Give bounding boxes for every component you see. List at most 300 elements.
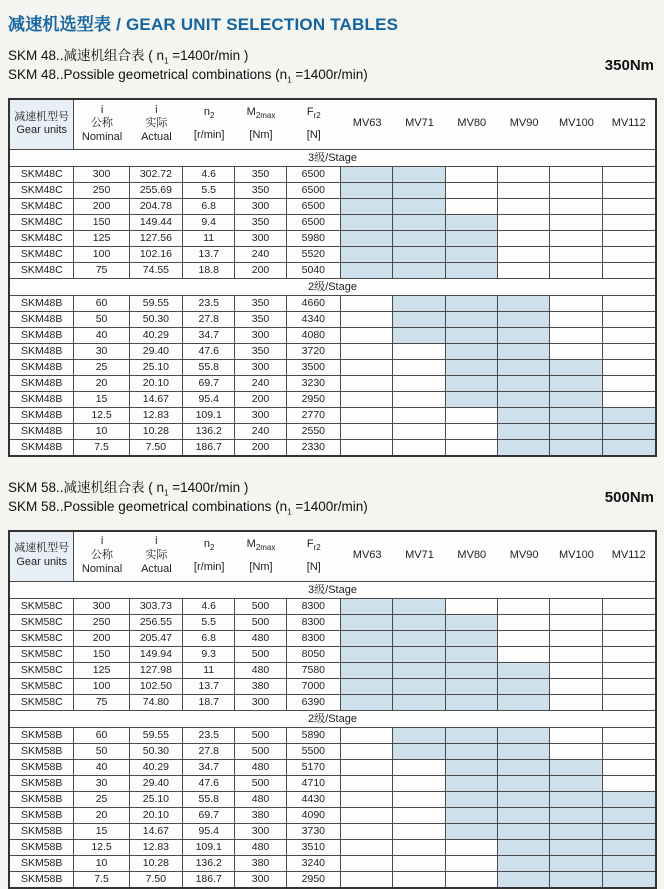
cell-fr2: 3730 <box>287 824 341 840</box>
cell-i-nominal: 12.5 <box>74 840 129 856</box>
cell-i-actual: 7.50 <box>130 872 183 887</box>
cell-model: SKM48C <box>10 183 74 199</box>
cell-i-actual: 20.10 <box>130 376 183 392</box>
cell-motor-mv112 <box>603 599 655 615</box>
cell-m2max: 300 <box>235 408 286 424</box>
cell-fr2: 2550 <box>287 424 341 440</box>
cell-m2max: 200 <box>235 440 286 455</box>
table-row <box>10 360 655 376</box>
cell-model: SKM48B <box>10 296 74 312</box>
column-header-motor-mv100: MV100 <box>550 100 602 150</box>
table-row <box>10 599 655 615</box>
cell-motor-mv80 <box>446 760 498 776</box>
cell-motor-mv71 <box>393 360 445 376</box>
column-header-i-nominal: i 公称 Nominal <box>74 100 129 150</box>
cell-model: SKM58B <box>10 728 74 744</box>
column-header-i-actual: i 实际 Actual <box>130 100 183 150</box>
cell-i-nominal: 25 <box>74 360 129 376</box>
cell-n2: 109.1 <box>183 840 235 856</box>
cell-motor-mv80 <box>446 744 498 760</box>
column-header-fr2: $F_{r2}$ [N] <box>287 100 341 150</box>
cell-i-actual: 40.29 <box>130 328 183 344</box>
cell-n2: 11 <box>183 231 235 247</box>
cell-motor-mv112 <box>603 631 655 647</box>
stage-divider-row <box>10 582 655 599</box>
table-row <box>10 344 655 360</box>
cell-motor-mv80 <box>446 376 498 392</box>
cell-model: SKM58C <box>10 631 74 647</box>
cell-i-nominal: 60 <box>74 728 129 744</box>
cell-n2: 27.8 <box>183 312 235 328</box>
table-row <box>10 840 655 856</box>
cell-motor-mv71 <box>393 631 445 647</box>
cell-fr2: 3230 <box>287 376 341 392</box>
cell-motor-mv112 <box>603 744 655 760</box>
stage-divider-row <box>10 150 655 167</box>
cell-motor-mv90 <box>498 231 550 247</box>
table-row <box>10 440 655 455</box>
cell-motor-mv112 <box>603 247 655 263</box>
cell-fr2: 4340 <box>287 312 341 328</box>
cell-motor-mv100 <box>550 183 602 199</box>
cell-model: SKM58C <box>10 647 74 663</box>
table-header-row <box>10 100 655 150</box>
cell-n2: 55.8 <box>183 360 235 376</box>
cell-motor-mv90 <box>498 215 550 231</box>
cell-motor-mv100 <box>550 360 602 376</box>
cell-i-actual: 14.67 <box>130 392 183 408</box>
cell-n2: 9.3 <box>183 647 235 663</box>
cell-motor-mv100 <box>550 647 602 663</box>
cell-motor-mv100 <box>550 199 602 215</box>
column-header-motor-mv80: MV80 <box>446 532 498 582</box>
cell-m2max: 300 <box>235 199 286 215</box>
cell-i-actual: 50.30 <box>130 312 183 328</box>
cell-motor-mv112 <box>603 215 655 231</box>
cell-motor-mv100 <box>550 328 602 344</box>
cell-motor-mv80 <box>446 599 498 615</box>
cell-motor-mv112 <box>603 647 655 663</box>
cell-motor-mv80 <box>446 296 498 312</box>
cell-fr2: 5520 <box>287 247 341 263</box>
cell-fr2: 2950 <box>287 872 341 887</box>
cell-i-nominal: 50 <box>74 312 129 328</box>
column-header-gear-units: 减速机型号 Gear units <box>10 100 74 150</box>
cell-i-nominal: 40 <box>74 760 129 776</box>
table-row <box>10 679 655 695</box>
cell-i-nominal: 250 <box>74 183 129 199</box>
cell-m2max: 300 <box>235 872 286 887</box>
cell-motor-mv71 <box>393 296 445 312</box>
cell-motor-mv90 <box>498 424 550 440</box>
cell-n2: 69.7 <box>183 376 235 392</box>
cell-model: SKM58B <box>10 856 74 872</box>
cell-i-nominal: 200 <box>74 199 129 215</box>
cell-m2max: 240 <box>235 247 286 263</box>
cell-i-nominal: 30 <box>74 344 129 360</box>
cell-motor-mv71 <box>393 199 445 215</box>
cell-model: SKM48C <box>10 215 74 231</box>
cell-motor-mv80 <box>446 328 498 344</box>
cell-m2max: 300 <box>235 695 286 711</box>
cell-motor-mv100 <box>550 440 602 455</box>
cell-i-actual: 255.69 <box>130 183 183 199</box>
stage-label: 3级/Stage <box>10 150 655 167</box>
cell-motor-mv80 <box>446 167 498 183</box>
cell-i-actual: 40.29 <box>130 760 183 776</box>
cell-m2max: 300 <box>235 824 286 840</box>
cell-motor-mv100 <box>550 263 602 279</box>
cell-motor-mv112 <box>603 199 655 215</box>
cell-model: SKM48B <box>10 344 74 360</box>
cell-motor-mv63 <box>341 744 393 760</box>
cell-motor-mv112 <box>603 360 655 376</box>
cell-motor-mv71 <box>393 424 445 440</box>
cell-motor-mv63 <box>341 344 393 360</box>
cell-motor-mv100 <box>550 744 602 760</box>
table-row <box>10 631 655 647</box>
cell-fr2: 8300 <box>287 615 341 631</box>
cell-i-nominal: 150 <box>74 647 129 663</box>
cell-motor-mv90 <box>498 615 550 631</box>
cell-motor-mv90 <box>498 776 550 792</box>
cell-i-nominal: 10 <box>74 424 129 440</box>
subtitle-skm58-zh: SKM 58..减速机组合表 ( $n_1 =1400r/\min$ ) <box>8 479 249 498</box>
stage-divider-row <box>10 279 655 296</box>
cell-motor-mv90 <box>498 840 550 856</box>
cell-fr2: 6500 <box>287 215 341 231</box>
cell-motor-mv63 <box>341 392 393 408</box>
cell-m2max: 300 <box>235 328 286 344</box>
table-row <box>10 792 655 808</box>
table-row <box>10 408 655 424</box>
cell-motor-mv80 <box>446 663 498 679</box>
cell-i-nominal: 40 <box>74 328 129 344</box>
cell-motor-mv71 <box>393 856 445 872</box>
cell-m2max: 480 <box>235 631 286 647</box>
cell-motor-mv63 <box>341 647 393 663</box>
cell-motor-mv90 <box>498 296 550 312</box>
cell-motor-mv100 <box>550 808 602 824</box>
cell-model: SKM48C <box>10 247 74 263</box>
cell-i-actual: 10.28 <box>130 856 183 872</box>
cell-model: SKM58C <box>10 663 74 679</box>
page-title <box>8 10 656 35</box>
cell-motor-mv90 <box>498 199 550 215</box>
cell-m2max: 350 <box>235 312 286 328</box>
cell-motor-mv71 <box>393 647 445 663</box>
column-header-motor-mv63: MV63 <box>341 532 393 582</box>
cell-motor-mv80 <box>446 344 498 360</box>
cell-motor-mv63 <box>341 183 393 199</box>
cell-motor-mv90 <box>498 344 550 360</box>
column-header-m2max: $M_{2max}$ [Nm] <box>235 532 286 582</box>
cell-motor-mv100 <box>550 615 602 631</box>
cell-motor-mv90 <box>498 728 550 744</box>
cell-model: SKM58B <box>10 744 74 760</box>
table-row <box>10 728 655 744</box>
cell-model: SKM58B <box>10 776 74 792</box>
cell-motor-mv90 <box>498 856 550 872</box>
table-row <box>10 312 655 328</box>
cell-motor-mv71 <box>393 840 445 856</box>
cell-i-actual: 12.83 <box>130 840 183 856</box>
table-row <box>10 424 655 440</box>
cell-motor-mv80 <box>446 312 498 328</box>
cell-motor-mv63 <box>341 824 393 840</box>
table-row <box>10 872 655 887</box>
cell-i-nominal: 300 <box>74 167 129 183</box>
column-header-n2: $n_2$ [r/min] <box>183 532 235 582</box>
table-row <box>10 328 655 344</box>
cell-n2: 18.7 <box>183 695 235 711</box>
cell-fr2: 4710 <box>287 776 341 792</box>
cell-fr2: 6500 <box>287 199 341 215</box>
cell-i-actual: 29.40 <box>130 776 183 792</box>
cell-motor-mv80 <box>446 728 498 744</box>
cell-motor-mv112 <box>603 679 655 695</box>
cell-i-nominal: 300 <box>74 599 129 615</box>
cell-motor-mv71 <box>393 695 445 711</box>
cell-i-actual: 7.50 <box>130 440 183 455</box>
cell-motor-mv100 <box>550 231 602 247</box>
cell-motor-mv100 <box>550 679 602 695</box>
cell-motor-mv71 <box>393 792 445 808</box>
cell-motor-mv100 <box>550 215 602 231</box>
cell-i-nominal: 30 <box>74 776 129 792</box>
cell-motor-mv90 <box>498 808 550 824</box>
cell-fr2: 4080 <box>287 328 341 344</box>
cell-m2max: 200 <box>235 263 286 279</box>
cell-motor-mv100 <box>550 792 602 808</box>
cell-fr2: 3500 <box>287 360 341 376</box>
cell-i-nominal: 50 <box>74 744 129 760</box>
column-header-motor-mv80: MV80 <box>446 100 498 150</box>
stage-label: 3级/Stage <box>10 582 655 599</box>
cell-n2: 47.6 <box>183 344 235 360</box>
cell-i-actual: 14.67 <box>130 824 183 840</box>
cell-i-actual: 10.28 <box>130 424 183 440</box>
table-row <box>10 695 655 711</box>
cell-fr2: 2950 <box>287 392 341 408</box>
cell-motor-mv90 <box>498 440 550 455</box>
cell-motor-mv90 <box>498 408 550 424</box>
cell-motor-mv90 <box>498 263 550 279</box>
cell-motor-mv112 <box>603 263 655 279</box>
cell-model: SKM58B <box>10 824 74 840</box>
cell-motor-mv80 <box>446 215 498 231</box>
cell-motor-mv71 <box>393 808 445 824</box>
cell-motor-mv90 <box>498 647 550 663</box>
cell-i-actual: 29.40 <box>130 344 183 360</box>
cell-n2: 55.8 <box>183 792 235 808</box>
cell-n2: 95.4 <box>183 824 235 840</box>
cell-n2: 13.7 <box>183 679 235 695</box>
cell-motor-mv100 <box>550 824 602 840</box>
cell-i-actual: 149.94 <box>130 647 183 663</box>
cell-n2: 9.4 <box>183 215 235 231</box>
cell-motor-mv112 <box>603 663 655 679</box>
column-header-m2max: $M_{2max}$ [Nm] <box>235 100 286 150</box>
cell-i-nominal: 25 <box>74 792 129 808</box>
cell-i-actual: 20.10 <box>130 808 183 824</box>
cell-motor-mv100 <box>550 728 602 744</box>
cell-motor-mv71 <box>393 344 445 360</box>
cell-motor-mv90 <box>498 695 550 711</box>
cell-motor-mv112 <box>603 408 655 424</box>
cell-motor-mv63 <box>341 215 393 231</box>
table-row <box>10 167 655 183</box>
cell-motor-mv100 <box>550 776 602 792</box>
cell-motor-mv112 <box>603 695 655 711</box>
cell-motor-mv71 <box>393 824 445 840</box>
table-header-row <box>10 532 655 582</box>
cell-model: SKM48B <box>10 360 74 376</box>
cell-n2: 34.7 <box>183 328 235 344</box>
cell-motor-mv100 <box>550 247 602 263</box>
cell-motor-mv71 <box>393 392 445 408</box>
cell-motor-mv90 <box>498 392 550 408</box>
cell-motor-mv63 <box>341 231 393 247</box>
cell-fr2: 8050 <box>287 647 341 663</box>
cell-motor-mv112 <box>603 824 655 840</box>
cell-n2: 23.5 <box>183 728 235 744</box>
cell-motor-mv100 <box>550 376 602 392</box>
cell-n2: 27.8 <box>183 744 235 760</box>
cell-motor-mv100 <box>550 392 602 408</box>
column-header-motor-mv71: MV71 <box>393 100 445 150</box>
cell-model: SKM58B <box>10 840 74 856</box>
cell-motor-mv90 <box>498 360 550 376</box>
cell-motor-mv71 <box>393 679 445 695</box>
cell-m2max: 500 <box>235 599 286 615</box>
cell-i-actual: 25.10 <box>130 360 183 376</box>
cell-m2max: 380 <box>235 856 286 872</box>
cell-motor-mv63 <box>341 328 393 344</box>
cell-motor-mv71 <box>393 776 445 792</box>
cell-m2max: 350 <box>235 183 286 199</box>
cell-motor-mv71 <box>393 760 445 776</box>
cell-i-nominal: 100 <box>74 247 129 263</box>
cell-model: SKM58C <box>10 679 74 695</box>
cell-motor-mv63 <box>341 424 393 440</box>
cell-i-actual: 25.10 <box>130 792 183 808</box>
cell-m2max: 350 <box>235 215 286 231</box>
cell-fr2: 4430 <box>287 792 341 808</box>
cell-motor-mv100 <box>550 695 602 711</box>
cell-motor-mv80 <box>446 776 498 792</box>
cell-fr2: 7000 <box>287 679 341 695</box>
cell-motor-mv63 <box>341 728 393 744</box>
cell-motor-mv100 <box>550 663 602 679</box>
cell-motor-mv100 <box>550 296 602 312</box>
cell-motor-mv63 <box>341 808 393 824</box>
cell-model: SKM48C <box>10 167 74 183</box>
table-row <box>10 215 655 231</box>
cell-m2max: 350 <box>235 167 286 183</box>
cell-n2: 6.8 <box>183 199 235 215</box>
cell-i-nominal: 20 <box>74 376 129 392</box>
cell-i-actual: 205.47 <box>130 631 183 647</box>
column-header-motor-mv63: MV63 <box>341 100 393 150</box>
cell-motor-mv90 <box>498 376 550 392</box>
cell-fr2: 3510 <box>287 840 341 856</box>
cell-fr2: 5500 <box>287 744 341 760</box>
cell-motor-mv71 <box>393 247 445 263</box>
subtitle-skm48-en: SKM 48..Possible geometrical combinations $(n_1 =1400r/\min)$ <box>8 66 368 85</box>
cell-motor-mv90 <box>498 183 550 199</box>
cell-n2: 95.4 <box>183 392 235 408</box>
cell-n2: 136.2 <box>183 856 235 872</box>
subtitle-skm58 <box>8 479 368 517</box>
cell-fr2: 6500 <box>287 167 341 183</box>
cell-motor-mv90 <box>498 744 550 760</box>
table-row <box>10 615 655 631</box>
cell-motor-mv112 <box>603 840 655 856</box>
cell-motor-mv80 <box>446 808 498 824</box>
cell-motor-mv63 <box>341 695 393 711</box>
cell-motor-mv100 <box>550 344 602 360</box>
cell-n2: 5.5 <box>183 615 235 631</box>
cell-i-nominal: 75 <box>74 695 129 711</box>
cell-model: SKM48B <box>10 424 74 440</box>
cell-motor-mv100 <box>550 872 602 887</box>
cell-fr2: 4090 <box>287 808 341 824</box>
cell-motor-mv112 <box>603 440 655 455</box>
cell-motor-mv112 <box>603 376 655 392</box>
cell-motor-mv80 <box>446 263 498 279</box>
column-header-n2: $n_2$ [r/min] <box>183 100 235 150</box>
cell-motor-mv80 <box>446 840 498 856</box>
cell-motor-mv71 <box>393 263 445 279</box>
cell-motor-mv80 <box>446 199 498 215</box>
table-row <box>10 647 655 663</box>
cell-n2: 11 <box>183 663 235 679</box>
subtitle-skm48-zh: SKM 48..减速机组合表 ( $n_1 =1400r/\min$ ) <box>8 48 249 66</box>
cell-i-actual: 50.30 <box>130 744 183 760</box>
cell-n2: 4.6 <box>183 167 235 183</box>
cell-motor-mv90 <box>498 247 550 263</box>
cell-motor-mv63 <box>341 856 393 872</box>
cell-motor-mv71 <box>393 312 445 328</box>
cell-model: SKM58C <box>10 615 74 631</box>
cell-n2: 6.8 <box>183 631 235 647</box>
cell-i-nominal: 200 <box>74 631 129 647</box>
cell-n2: 18.8 <box>183 263 235 279</box>
cell-m2max: 480 <box>235 792 286 808</box>
cell-m2max: 500 <box>235 728 286 744</box>
cell-n2: 23.5 <box>183 296 235 312</box>
cell-motor-mv80 <box>446 440 498 455</box>
cell-n2: 136.2 <box>183 424 235 440</box>
cell-model: SKM48C <box>10 199 74 215</box>
cell-m2max: 380 <box>235 808 286 824</box>
cell-model: SKM48B <box>10 392 74 408</box>
cell-motor-mv80 <box>446 824 498 840</box>
cell-motor-mv112 <box>603 312 655 328</box>
cell-motor-mv90 <box>498 167 550 183</box>
cell-motor-mv100 <box>550 408 602 424</box>
cell-fr2: 5980 <box>287 231 341 247</box>
cell-motor-mv63 <box>341 167 393 183</box>
cell-motor-mv63 <box>341 792 393 808</box>
cell-i-actual: 204.78 <box>130 199 183 215</box>
cell-model: SKM58B <box>10 808 74 824</box>
cell-motor-mv80 <box>446 647 498 663</box>
cell-motor-mv71 <box>393 231 445 247</box>
cell-i-actual: 303.73 <box>130 599 183 615</box>
cell-motor-mv90 <box>498 872 550 887</box>
